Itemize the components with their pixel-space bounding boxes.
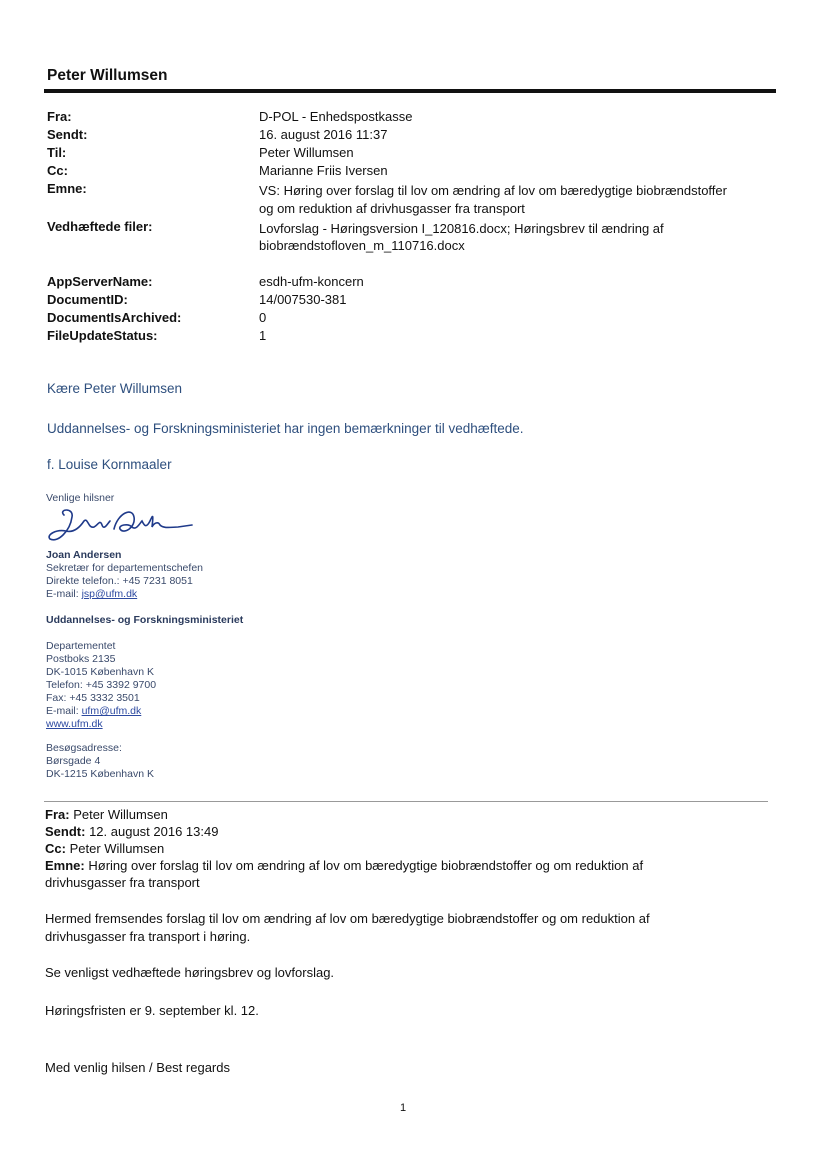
subject-value-line2: og om reduktion af drivhusgasser fra transport bbox=[259, 201, 525, 216]
signature-fax: Fax: +45 3332 3501 bbox=[46, 692, 140, 704]
documentid-value: 14/007530-381 bbox=[259, 292, 347, 307]
fwd-body1-line1: Hermed fremsendes forslag til lov om ændring af lov om bæredygtige biobrændstoffer og om reduktion af bbox=[45, 911, 650, 926]
signature-dept: Departementet bbox=[46, 640, 116, 652]
signature-email: E-mail: jsp@ufm.dk bbox=[46, 588, 138, 600]
email-link[interactable]: jsp@ufm.dk bbox=[81, 588, 138, 600]
fwd-body3: Høringsfristen er 9. september kl. 12. bbox=[45, 1003, 259, 1018]
signature-visit-label: Besøgsadresse: bbox=[46, 742, 122, 754]
signature-telefon: Telefon: +45 3392 9700 bbox=[46, 679, 157, 691]
forward-divider bbox=[44, 801, 768, 802]
sent-value: 16. august 2016 11:37 bbox=[259, 127, 388, 142]
greeting: Kære Peter Willumsen bbox=[47, 381, 183, 396]
signature-postbox: Postboks 2135 bbox=[46, 653, 116, 665]
signature-postcode: DK-1015 København K bbox=[46, 666, 154, 678]
from-label: Fra: bbox=[47, 109, 72, 124]
signature-street: Børsgade 4 bbox=[46, 755, 101, 767]
updatestatus-label: FileUpdateStatus: bbox=[47, 328, 158, 343]
cc-label: Cc: bbox=[47, 163, 68, 178]
subject-value-line1: VS: Høring over forslag til lov om ændring af lov om bæredygtige biobrændstoffer bbox=[259, 183, 727, 198]
signature-city: DK-1215 København K bbox=[46, 768, 154, 780]
fwd-body2: Se venligst vedhæftede høringsbrev og lovforslag. bbox=[45, 965, 335, 980]
fwd-sent: Sendt: 12. august 2016 13:49 bbox=[45, 824, 219, 839]
email2-link[interactable]: ufm@ufm.dk bbox=[81, 705, 142, 717]
sent-label: Sendt: bbox=[47, 127, 88, 142]
web-link[interactable]: www.ufm.dk bbox=[46, 718, 103, 730]
fwd-body1-line2: drivhusgasser fra transport i høring. bbox=[45, 929, 251, 944]
archived-label: DocumentIsArchived: bbox=[47, 310, 182, 325]
cc-value: Marianne Friis Iversen bbox=[259, 163, 388, 178]
fwd-subject-line2: drivhusgasser fra transport bbox=[45, 875, 200, 890]
attachments-value-line2: biobrændstofloven_m_110716.docx bbox=[259, 238, 465, 253]
signature-phone: Direkte telefon.: +45 7231 8051 bbox=[46, 575, 193, 587]
archived-value: 0 bbox=[259, 310, 267, 325]
appserver-label: AppServerName: bbox=[47, 274, 153, 289]
fwd-closing: Med venlig hilsen / Best regards bbox=[45, 1060, 230, 1075]
fwd-from: Fra: Peter Willumsen bbox=[45, 807, 168, 822]
attachments-label: Vedhæftede filer: bbox=[47, 219, 153, 234]
updatestatus-value: 1 bbox=[259, 328, 267, 343]
message-line1: Uddannelses- og Forskningsministeriet har ingen bemærkninger til vedhæftede. bbox=[47, 421, 524, 436]
to-value: Peter Willumsen bbox=[259, 145, 354, 160]
to-label: Til: bbox=[47, 145, 67, 160]
page-number: 1 bbox=[400, 1102, 407, 1114]
message-line2: f. Louise Kornmaaler bbox=[47, 457, 172, 472]
signature-ministry: Uddannelses- og Forskningsministeriet bbox=[46, 614, 244, 626]
documentid-label: DocumentID: bbox=[47, 292, 128, 307]
signature-email2: E-mail: ufm@ufm.dk bbox=[46, 705, 142, 717]
fwd-subject: Emne: Høring over forslag til lov om ændring af lov om bæredygtige biobrændstoffer og om reduktion af bbox=[45, 858, 644, 873]
from-value: D-POL - Enhedspostkasse bbox=[259, 109, 413, 124]
page-title: Peter Willumsen bbox=[47, 67, 168, 84]
signature-web bbox=[46, 718, 103, 731]
subject-label: Emne: bbox=[47, 181, 87, 196]
signature-role: Sekretær for departementschefen bbox=[46, 562, 203, 574]
appserver-value: esdh-ufm-koncern bbox=[259, 274, 364, 289]
title-divider bbox=[44, 89, 776, 93]
signature-closing: Venlige hilsner bbox=[46, 492, 115, 504]
attachments-value-line1: Lovforslag - Høringsversion I_120816.docx; Høringsbrev til ændring af bbox=[259, 221, 664, 236]
signature-name: Joan Andersen bbox=[46, 549, 122, 561]
handwritten-signature bbox=[44, 503, 194, 551]
fwd-cc: Cc: Peter Willumsen bbox=[45, 841, 165, 856]
